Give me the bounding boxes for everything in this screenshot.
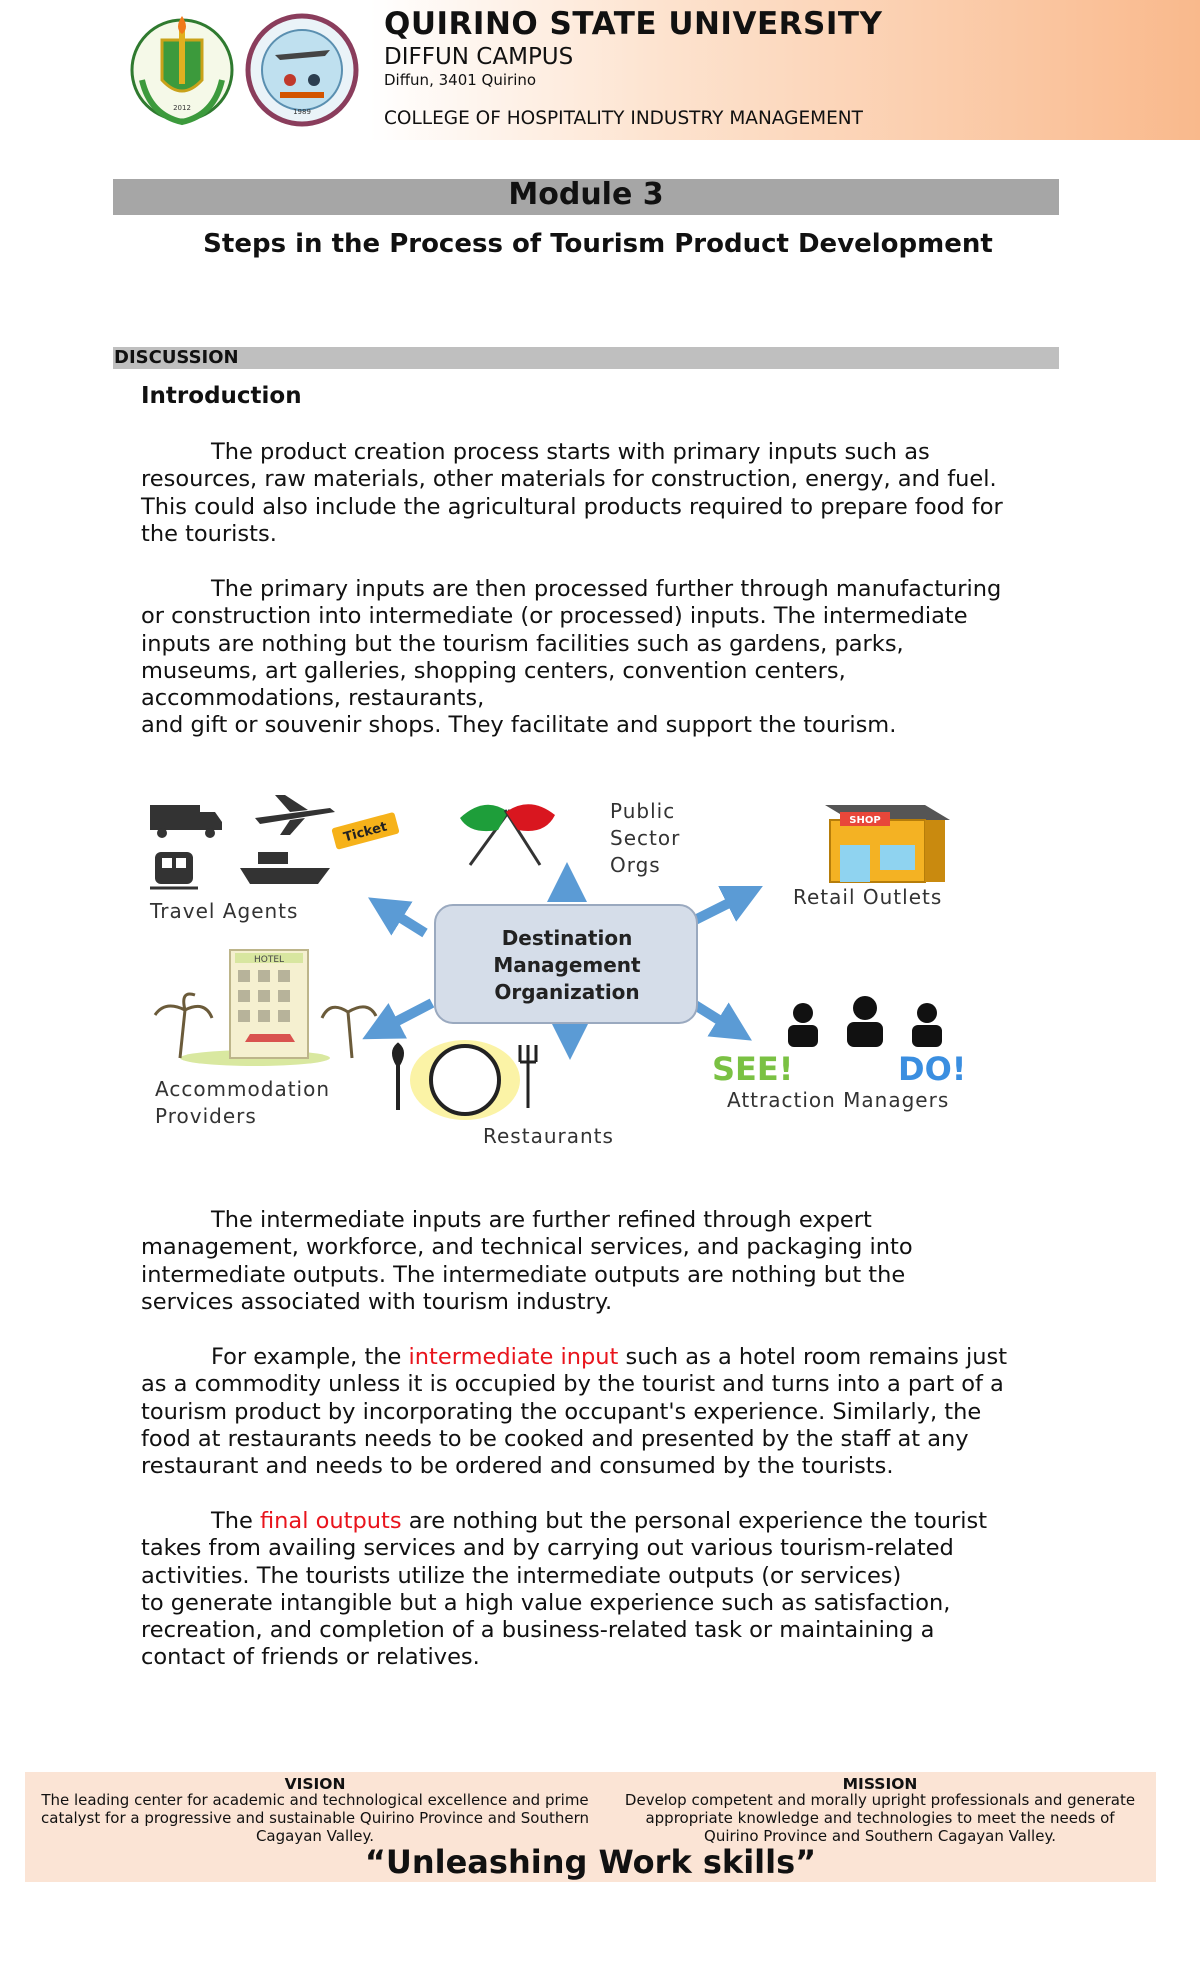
chim-seal-year: 1989 <box>293 108 311 116</box>
text-run: The <box>211 1508 260 1534</box>
paragraph-line: restaurant and needs to be ordered and consumed by the tourists. <box>141 1453 894 1480</box>
paragraph-intermediate-inputs <box>141 576 1058 740</box>
ship-icon <box>240 852 330 884</box>
university-name: QUIRINO STATE UNIVERSITY <box>384 6 883 42</box>
airplane-icon <box>255 795 335 835</box>
accommodation-label: Providers <box>155 1104 257 1128</box>
paragraph-line: management, workforce, and technical services, and packaging into <box>141 1234 913 1261</box>
module-title: Steps in the Process of Tourism Product Development <box>203 229 993 259</box>
paragraph-hotel-example <box>141 1344 1058 1480</box>
truck-icon <box>150 805 222 838</box>
do-label: DO! <box>898 1050 967 1088</box>
mission-text: Develop competent and morally upright professionals and generate appropriate knowledge and technologies to meet the needs of Quirino Province and Southern Cagayan Valley. <box>624 1791 1136 1845</box>
paragraph-line: contact of friends or relatives. <box>141 1644 480 1671</box>
plate-icon <box>394 1040 536 1120</box>
paragraph-line: tourism product by incorporating the occupant's experience. Similarly, the <box>141 1398 982 1425</box>
see-label: SEE! <box>712 1050 794 1088</box>
travel-icons <box>150 795 400 888</box>
travel-agents-label: Travel Agents <box>150 899 299 923</box>
paragraph-line: resources, raw materials, other materials for construction, energy, and fuel. <box>141 466 997 493</box>
paragraph-line: The primary inputs are then processed further through manufacturing <box>211 576 1002 602</box>
university-logos <box>130 10 360 130</box>
paragraph-line: This could also include the agricultural products required to prepare food for <box>141 493 1003 520</box>
dmo-diagram <box>140 790 1060 1160</box>
motto: “Unleashing Work skills” <box>364 1843 817 1881</box>
paragraph-line: or construction into intermediate (or processed) inputs. The intermediate <box>141 603 968 630</box>
campus-name: DIFFUN CAMPUS <box>384 44 574 70</box>
retail-outlets-label: Retail Outlets <box>793 885 943 909</box>
public-sector-label: Sector <box>610 826 681 850</box>
paragraph-line: and gift or souvenir shops. They facilitate and support the tourism. <box>141 712 897 739</box>
paragraph-line: accommodations, restaurants, <box>141 685 485 712</box>
paragraph-line: to generate intangible but a high value experience such as satisfaction, <box>141 1589 951 1616</box>
paragraph-line <box>141 1508 1058 1535</box>
center-label-line: Organization <box>494 980 640 1004</box>
paragraph-line: The intermediate inputs are further refined through expert <box>211 1207 872 1233</box>
ticket-label: Ticket <box>342 819 389 846</box>
highlight-intermediate-input: intermediate input <box>408 1344 619 1370</box>
paragraph-line: services associated with tourism industry. <box>141 1288 613 1315</box>
introduction-heading: Introduction <box>141 383 302 409</box>
hotel-sign: HOTEL <box>253 955 285 965</box>
discussion-label: DISCUSSION <box>114 347 239 368</box>
arrow-to-attraction <box>695 1005 735 1030</box>
mission-title: MISSION <box>842 1775 918 1793</box>
restaurants-label: Restaurants <box>483 1124 614 1148</box>
paragraph-primary-inputs <box>141 439 1058 548</box>
public-sector-label: Public <box>610 799 676 823</box>
vision-text: The leading center for academic and technological excellence and prime catalyst for a progressive and sustainable Quirino Province and Southern Cagayan Valley. <box>41 1791 589 1845</box>
vision-title: VISION <box>284 1775 346 1793</box>
paragraph-line: as a commodity unless it is occupied by the tourist and turns into a part of a <box>141 1371 1004 1398</box>
paragraph-line: the tourists. <box>141 520 277 547</box>
paragraph-line: recreation, and completion of a business-related task or maintaining a <box>141 1617 935 1644</box>
paragraph-line: museums, art galleries, shopping centers, convention centers, <box>141 657 846 684</box>
paragraph-line: intermediate outputs. The intermediate outputs are nothing but the <box>141 1261 906 1288</box>
text-run: are nothing but the personal experience the tourist <box>401 1508 988 1534</box>
center-label-line: Destination <box>501 926 633 950</box>
people-icon <box>788 996 942 1047</box>
shop-icon <box>825 805 950 882</box>
hotel-icon <box>155 950 376 1066</box>
train-icon <box>150 852 198 888</box>
text-run: such as a hotel room remains just <box>618 1344 1008 1370</box>
center-label-line: Management <box>493 953 641 977</box>
accommodation-label: Accommodation <box>155 1077 331 1101</box>
qsu-seal-logo <box>132 16 232 122</box>
paragraph-line: activities. The tourists utilize the intermediate outputs (or services) <box>141 1562 902 1589</box>
paragraph-line <box>141 1344 1058 1371</box>
module-number: Module 3 <box>508 177 664 212</box>
paragraph-line: inputs are nothing but the tourism facilities such as gardens, parks, <box>141 630 904 657</box>
highlight-final-outputs: final outputs <box>260 1508 402 1534</box>
arrow-to-travel-agents <box>385 908 425 933</box>
paragraph-final-outputs <box>141 1508 1058 1672</box>
discussion-bar <box>113 347 1059 369</box>
chim-seal-logo <box>248 16 356 124</box>
paragraph-line: The product creation process starts with primary inputs such as <box>211 439 930 465</box>
paragraph-intermediate-outputs <box>141 1207 1058 1316</box>
flags-icon <box>460 804 555 865</box>
campus-address: Diffun, 3401 Quirino <box>384 71 537 89</box>
attraction-managers-label: Attraction Managers <box>727 1088 950 1112</box>
college-name: COLLEGE OF HOSPITALITY INDUSTRY MANAGEMENT <box>384 108 863 129</box>
ticket-icon <box>331 812 399 850</box>
arrow-to-retail <box>695 895 745 920</box>
public-sector-label: Orgs <box>610 853 661 877</box>
paragraph-line: takes from availing services and by carrying out various tourism-related <box>141 1535 954 1562</box>
shop-sign: SHOP <box>849 815 881 826</box>
arrow-to-accommodation <box>380 1003 432 1030</box>
paragraph-line: food at restaurants needs to be cooked and presented by the staff at any <box>141 1425 969 1452</box>
qsu-seal-year: 2012 <box>173 104 191 112</box>
text-run: For example, the <box>211 1344 409 1370</box>
